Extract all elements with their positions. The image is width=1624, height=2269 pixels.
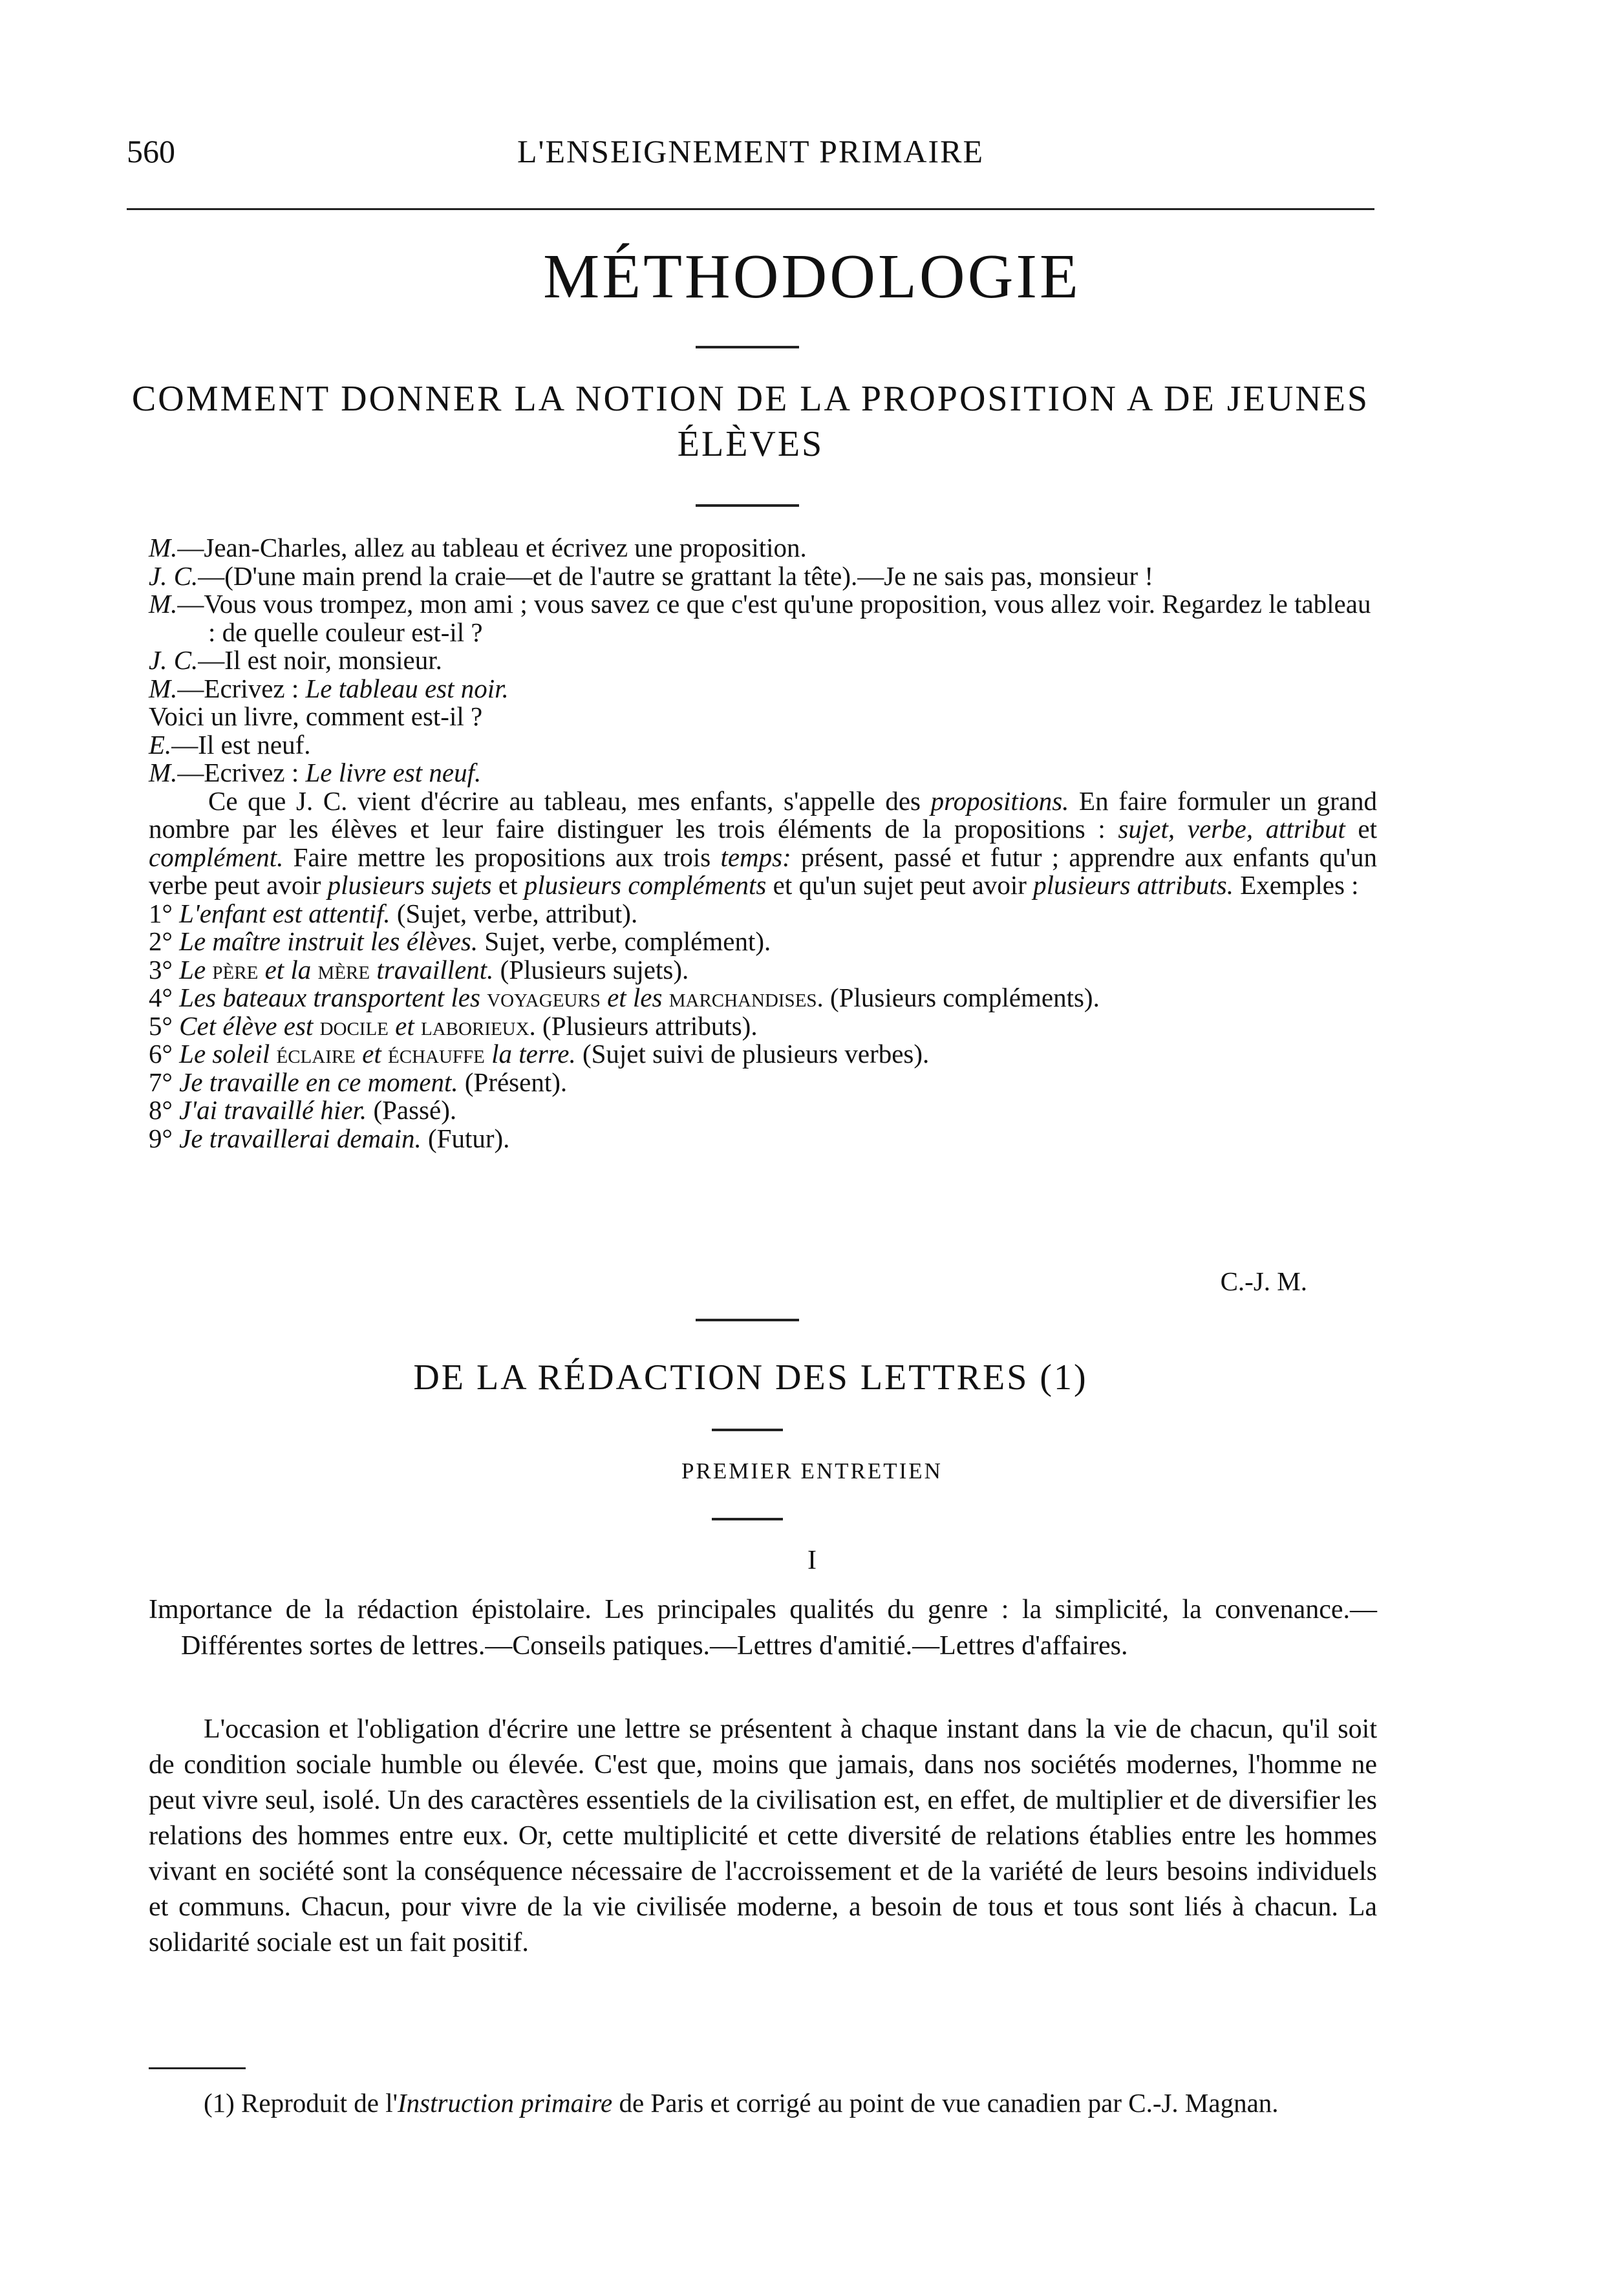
main-title: MÉTHODOLOGIE <box>543 242 1081 312</box>
speaker: E. <box>149 729 172 760</box>
dialogue-line <box>149 562 1377 591</box>
heading-rule <box>712 1429 783 1431</box>
example-note: (Plusieurs sujets). <box>500 954 689 985</box>
subheading: PREMIER ENTRETIEN <box>681 1458 943 1484</box>
example-note: (Plusieurs attributs). <box>542 1010 758 1041</box>
example-item <box>149 1012 1377 1041</box>
running-title: L'ENSEIGNEMENT PRIMAIRE <box>517 133 985 169</box>
example-sentence <box>179 983 824 1012</box>
dialogue-text: —Ecrivez : <box>177 673 306 703</box>
dialogue-text: —Ecrivez : <box>177 758 306 787</box>
example-note: Sujet, verbe, complément). <box>484 926 771 956</box>
example-number: 3° <box>149 954 173 985</box>
dialogue-text: —Vous vous trompez, mon ami ; vous savez ce que c'est qu'une proposition, vous allez voir. Regardez le tableau : de quelle couleur est-il ? <box>177 589 1371 647</box>
example-item <box>149 1125 1377 1153</box>
example-note: (Sujet, verbe, attribut). <box>396 898 638 928</box>
dialogue-line <box>149 703 1377 731</box>
example-number: 8° <box>149 1095 173 1125</box>
speaker: M. <box>149 589 178 619</box>
example-sentence <box>179 955 493 985</box>
italic-run: sujet, verbe, attribut <box>1118 814 1345 844</box>
example-sentence: Le maître instruit les élèves. <box>179 926 478 956</box>
speaker: M. <box>149 673 178 703</box>
small-caps-run: père <box>212 954 259 985</box>
speaker: M. <box>149 758 178 787</box>
text-run: et <box>1345 814 1377 844</box>
italic-run: plusieurs compléments <box>524 870 767 900</box>
text-run: Les bateaux transportent les <box>179 983 487 1012</box>
example-sentence <box>179 1011 536 1041</box>
small-caps-run: marchandises. <box>668 983 824 1012</box>
text-run: Faire mettre les propositions aux trois <box>283 842 721 872</box>
signature: C.-J. M. <box>1220 1266 1307 1296</box>
subheading-rule <box>712 1518 783 1520</box>
example-sentence: Je travaille en ce moment. <box>179 1067 458 1097</box>
text-run: Ce que J. C. vient d'écrire au tableau, mes enfants, s'appelle des <box>208 785 931 816</box>
example-sentence <box>179 1039 576 1069</box>
text-run: Exemples : <box>1233 870 1359 900</box>
small-caps-run: échauffe <box>388 1039 485 1069</box>
small-caps-run: voyageurs <box>487 983 601 1012</box>
example-sentence: Le tableau est noir. <box>305 673 509 703</box>
italic-run: temps: <box>720 842 791 872</box>
italic-run: Instruction primaire <box>398 2088 613 2118</box>
small-caps-run: éclaire <box>276 1039 356 1069</box>
speaker: M. <box>149 533 178 562</box>
dialogue-line <box>149 759 1377 787</box>
article-heading-letters: DE LA RÉDACTION DES LETTRES (1) <box>413 1358 1088 1398</box>
text-run: En faire formuler un grand nombre par les élèves et leur faire distinguer les trois éléments de la propositions : <box>149 785 1377 844</box>
section-number: I <box>807 1546 817 1575</box>
example-number: 7° <box>149 1067 173 1097</box>
speaker: J. C. <box>149 645 198 675</box>
example-sentence: Le livre est neuf. <box>305 758 482 787</box>
footnote-rule <box>149 2067 246 2069</box>
body-paragraph: L'occasion et l'obligation d'écrire une lettre se présentent à chaque instant dans la vie de chacun, qu'il soit de condition sociale humble ou élevée. C'est que, moins que jamais, dans nos sociétés modernes, l'homme ne peut vivre seul, isolé. Un des caractères essentiels de la civilisation est, en effet, de multiplier et de diversifier les relations des hommes entre eux. Or, cette multiplicité et cette diversité de relations établies entre les hommes vivant en société sont la conséquence nécessaire de l'accroissement et de la variété de leurs besoins individuels et communs. Chacun, pour vivre de la vie civilisée moderne, a besoin de tous et tous sont liés à chacun. La solidarité sociale est un fait positif. <box>149 1714 1377 1957</box>
dialogue-text: —Il est noir, monsieur. <box>198 645 442 675</box>
text-run: présent, passé et futur ; apprendre aux enfants qu'un verbe peut avoir <box>149 842 1378 900</box>
example-number: 2° <box>149 926 173 956</box>
title-rule <box>696 346 799 348</box>
text-run: Le soleil <box>179 1039 277 1069</box>
section-rule <box>696 1319 799 1321</box>
dialogue-text: —Il est neuf. <box>171 729 311 760</box>
text-run: travaillent. <box>370 954 494 985</box>
text-run: et <box>355 1039 389 1069</box>
example-number: 4° <box>149 983 173 1012</box>
text-run: Cet élève est <box>179 1010 320 1041</box>
explanation-paragraph <box>149 787 1377 900</box>
italic-run: plusieurs sujets <box>327 870 492 900</box>
dialogue-line <box>149 590 1377 646</box>
example-number: 9° <box>149 1123 173 1153</box>
example-item <box>149 900 1377 928</box>
example-note: (Plusieurs compléments). <box>830 983 1100 1012</box>
italic-run: complément. <box>149 842 284 872</box>
text-run: et <box>388 1010 421 1041</box>
italic-run: propositions. <box>930 785 1069 816</box>
dialogue-line <box>149 534 1377 562</box>
example-number: 5° <box>149 1010 173 1041</box>
speaker: J. C. <box>149 560 198 591</box>
dialogue-block <box>149 534 1377 1153</box>
text-run: et <box>491 870 524 900</box>
example-item <box>149 928 1377 956</box>
example-item <box>149 1069 1377 1097</box>
text-run: de Paris et corrigé au point de vue canadien par C.-J. Magnan. <box>612 2088 1279 2118</box>
small-caps-run: docile <box>319 1010 389 1041</box>
example-note: (Sujet suivi de plusieurs verbes). <box>582 1039 930 1069</box>
small-caps-run: mère <box>317 954 370 985</box>
italic-run: plusieurs attributs. <box>1033 870 1234 900</box>
article-heading-proposition: COMMENT DONNER LA NOTION DE LA PROPOSITION A DE JEUNES ÉLÈVES <box>131 379 1370 464</box>
running-head <box>127 133 1374 178</box>
example-number: 6° <box>149 1039 173 1069</box>
example-note: (Présent). <box>464 1067 568 1097</box>
section-summary: Importance de la rédaction épistolaire. Les principales qualités du genre : la simplicité, la convenance.—Différentes sortes de lettres.—Conseils patiques.—Lettres d'amitié.—Lettres d'affaires. <box>149 1595 1377 1661</box>
text-run: et les <box>600 983 669 1012</box>
example-note: (Futur). <box>428 1123 510 1153</box>
heading-rule <box>696 504 799 507</box>
footnote <box>149 2087 1377 2119</box>
dialogue-line <box>149 731 1377 760</box>
dialogue-text: —Jean-Charles, allez au tableau et écrivez une proposition. <box>177 533 807 562</box>
example-item <box>149 1040 1377 1069</box>
page-number: 560 <box>127 133 175 169</box>
example-sentence: J'ai travaillé hier. <box>179 1095 367 1125</box>
dialogue-line <box>149 646 1377 675</box>
dialogue-line <box>149 675 1377 703</box>
text-run: Le <box>179 954 213 985</box>
example-item <box>149 1096 1377 1125</box>
text-run: la terre. <box>484 1039 576 1069</box>
header-rule <box>127 208 1374 210</box>
text-run: et qu'un sujet peut avoir <box>766 870 1034 900</box>
example-note: (Passé). <box>373 1095 457 1125</box>
example-number: 1° <box>149 898 173 928</box>
dialogue-text: —(D'une main prend la craie—et de l'autre se grattant la tête).—Je ne sais pas, monsieur ! <box>198 560 1153 591</box>
example-item <box>149 984 1377 1012</box>
example-sentence: L'enfant est attentif. <box>179 898 390 928</box>
text-run: (1) Reproduit de l' <box>204 2088 398 2118</box>
example-item <box>149 956 1377 985</box>
text-run: et la <box>258 954 318 985</box>
example-sentence: Je travaillerai demain. <box>179 1123 422 1153</box>
small-caps-run: laborieux. <box>421 1010 536 1041</box>
dialogue-text: Voici un livre, comment est-il ? <box>149 701 483 731</box>
